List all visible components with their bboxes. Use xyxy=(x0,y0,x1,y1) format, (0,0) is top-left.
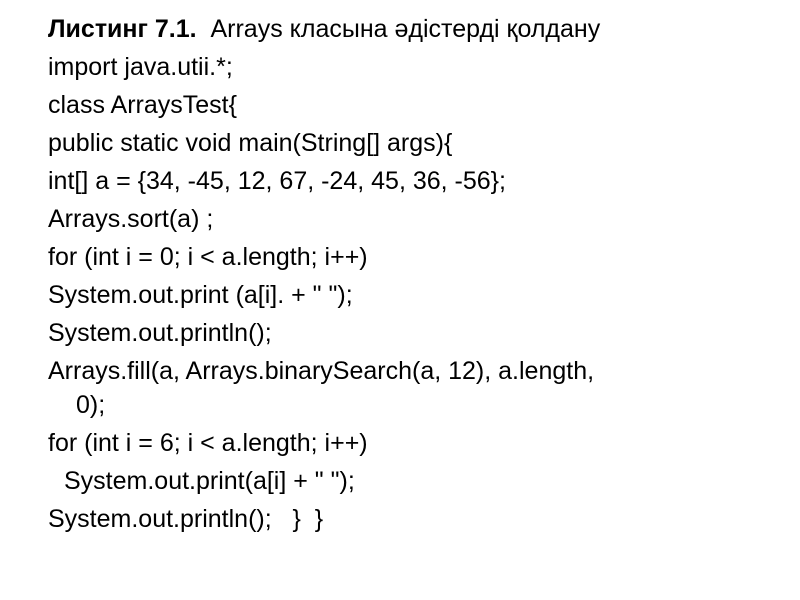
listing-heading xyxy=(48,14,768,44)
code-line: Arrays.sort(a) ; xyxy=(48,205,214,233)
code-line: for (int i = 0; i < a.length; i++) xyxy=(48,243,368,271)
code-line: import java.utii.*; xyxy=(48,53,233,81)
code-listing xyxy=(48,14,768,542)
code-line: for (int i = 6; i < a.length; i++) xyxy=(48,429,368,457)
listing-title: Arrays класына әдістерді қолдану xyxy=(196,15,601,43)
code-line: class ArraysTest{ xyxy=(48,91,237,119)
code-line-continuation: 0); xyxy=(76,391,106,419)
code-line: System.out.println(); xyxy=(48,319,272,347)
code-line: public static void main(String[] args){ xyxy=(48,129,453,157)
code-line: int[] a = {34, -45, 12, 67, -24, 45, 36, -56}; xyxy=(48,167,506,195)
code-line: Arrays.fill(a, Arrays.binarySearch(a, 12), a.length, xyxy=(48,357,595,385)
listing-number: Листинг 7.1. xyxy=(48,15,197,43)
code-line: System.out.print (a[i]. + " "); xyxy=(48,281,353,309)
code-line: System.out.println(); } } xyxy=(48,505,324,533)
code-line: System.out.print(a[i] + " "); xyxy=(64,467,355,495)
